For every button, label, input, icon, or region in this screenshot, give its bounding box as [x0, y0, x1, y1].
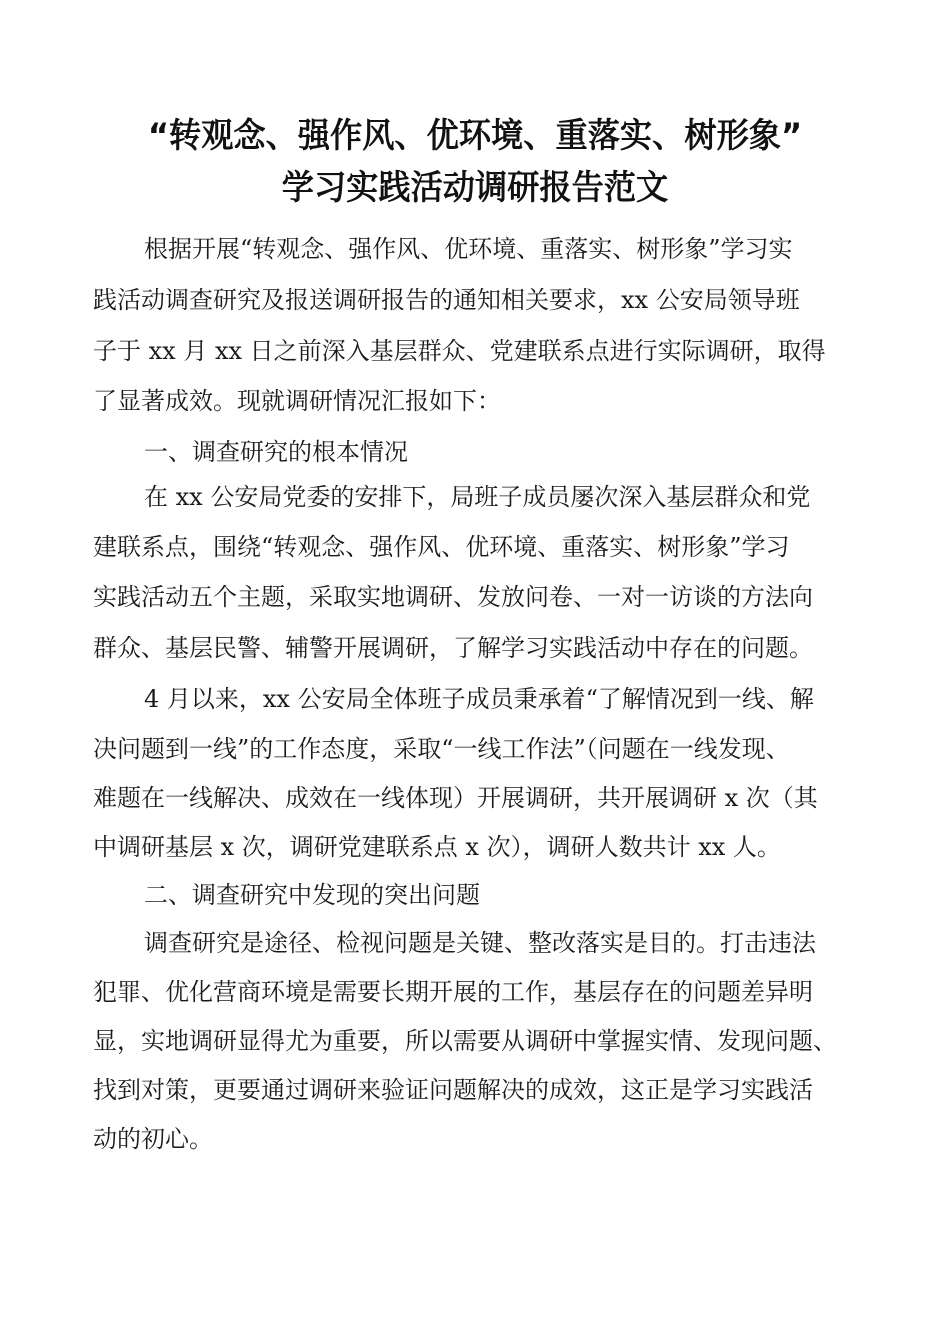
- paragraph-1-line-4: 了显著成效。现就调研情况汇报如下：: [93, 387, 501, 415]
- paragraph-2-line-2: 建联系点，围绕“转观念、强作风、优环境、重落实、树形象”学习: [93, 533, 790, 561]
- paragraph-3-line-1: 4 月以来，xx 公安局全体班子成员秉承着“了解情况到一线、解: [144, 685, 814, 713]
- document-title-line-1: “转观念、强作风、优环境、重落实、树形象”: [147, 116, 803, 156]
- section-heading-1: 一、调查研究的根本情况: [144, 438, 408, 466]
- paragraph-2-line-3: 实践活动五个主题，采取实地调研、发放问卷、一对一访谈的方法向: [93, 583, 813, 611]
- paragraph-4-line-3: 显，实地调研显得尤为重要，所以需要从调研中掌握实情、发现问题、: [93, 1027, 837, 1055]
- paragraph-4-line-2: 犯罪、优化营商环境是需要长期开展的工作，基层存在的问题差异明: [93, 978, 813, 1006]
- paragraph-1-line-3: 子于 xx 月 xx 日之前深入基层群众、党建联系点进行实际调研，取得: [93, 337, 826, 365]
- paragraph-3-line-3: 难题在一线解决、成效在一线体现）开展调研，共开展调研 x 次（其: [93, 784, 818, 812]
- paragraph-3-line-4: 中调研基层 x 次，调研党建联系点 x 次），调研人数共计 xx 人。: [93, 833, 781, 861]
- paragraph-1-line-1: 根据开展“转观念、强作风、优环境、重落实、树形象”学习实: [144, 235, 793, 263]
- paragraph-2-line-4: 群众、基层民警、辅警开展调研，了解学习实践活动中存在的问题。: [93, 634, 813, 662]
- paragraph-3-line-2: 决问题到一线”的工作态度，采取“一线工作法”（问题在一线发现、: [93, 735, 790, 763]
- paragraph-2-line-1: 在 xx 公安局党委的安排下，局班子成员屡次深入基层群众和党: [144, 483, 811, 511]
- paragraph-1-line-2: 践活动调查研究及报送调研报告的通知相关要求，xx 公安局领导班: [93, 286, 800, 314]
- section-heading-2: 二、调查研究中发现的突出问题: [144, 881, 480, 909]
- paragraph-4-line-5: 动的初心。: [93, 1125, 213, 1153]
- document-title-line-2: 学习实践活动调研报告范文: [281, 168, 669, 208]
- paragraph-4-line-1: 调查研究是途径、检视问题是关键、整改落实是目的。打击违法: [144, 929, 816, 957]
- paragraph-4-line-4: 找到对策，更要通过调研来验证问题解决的成效，这正是学习实践活: [93, 1076, 813, 1104]
